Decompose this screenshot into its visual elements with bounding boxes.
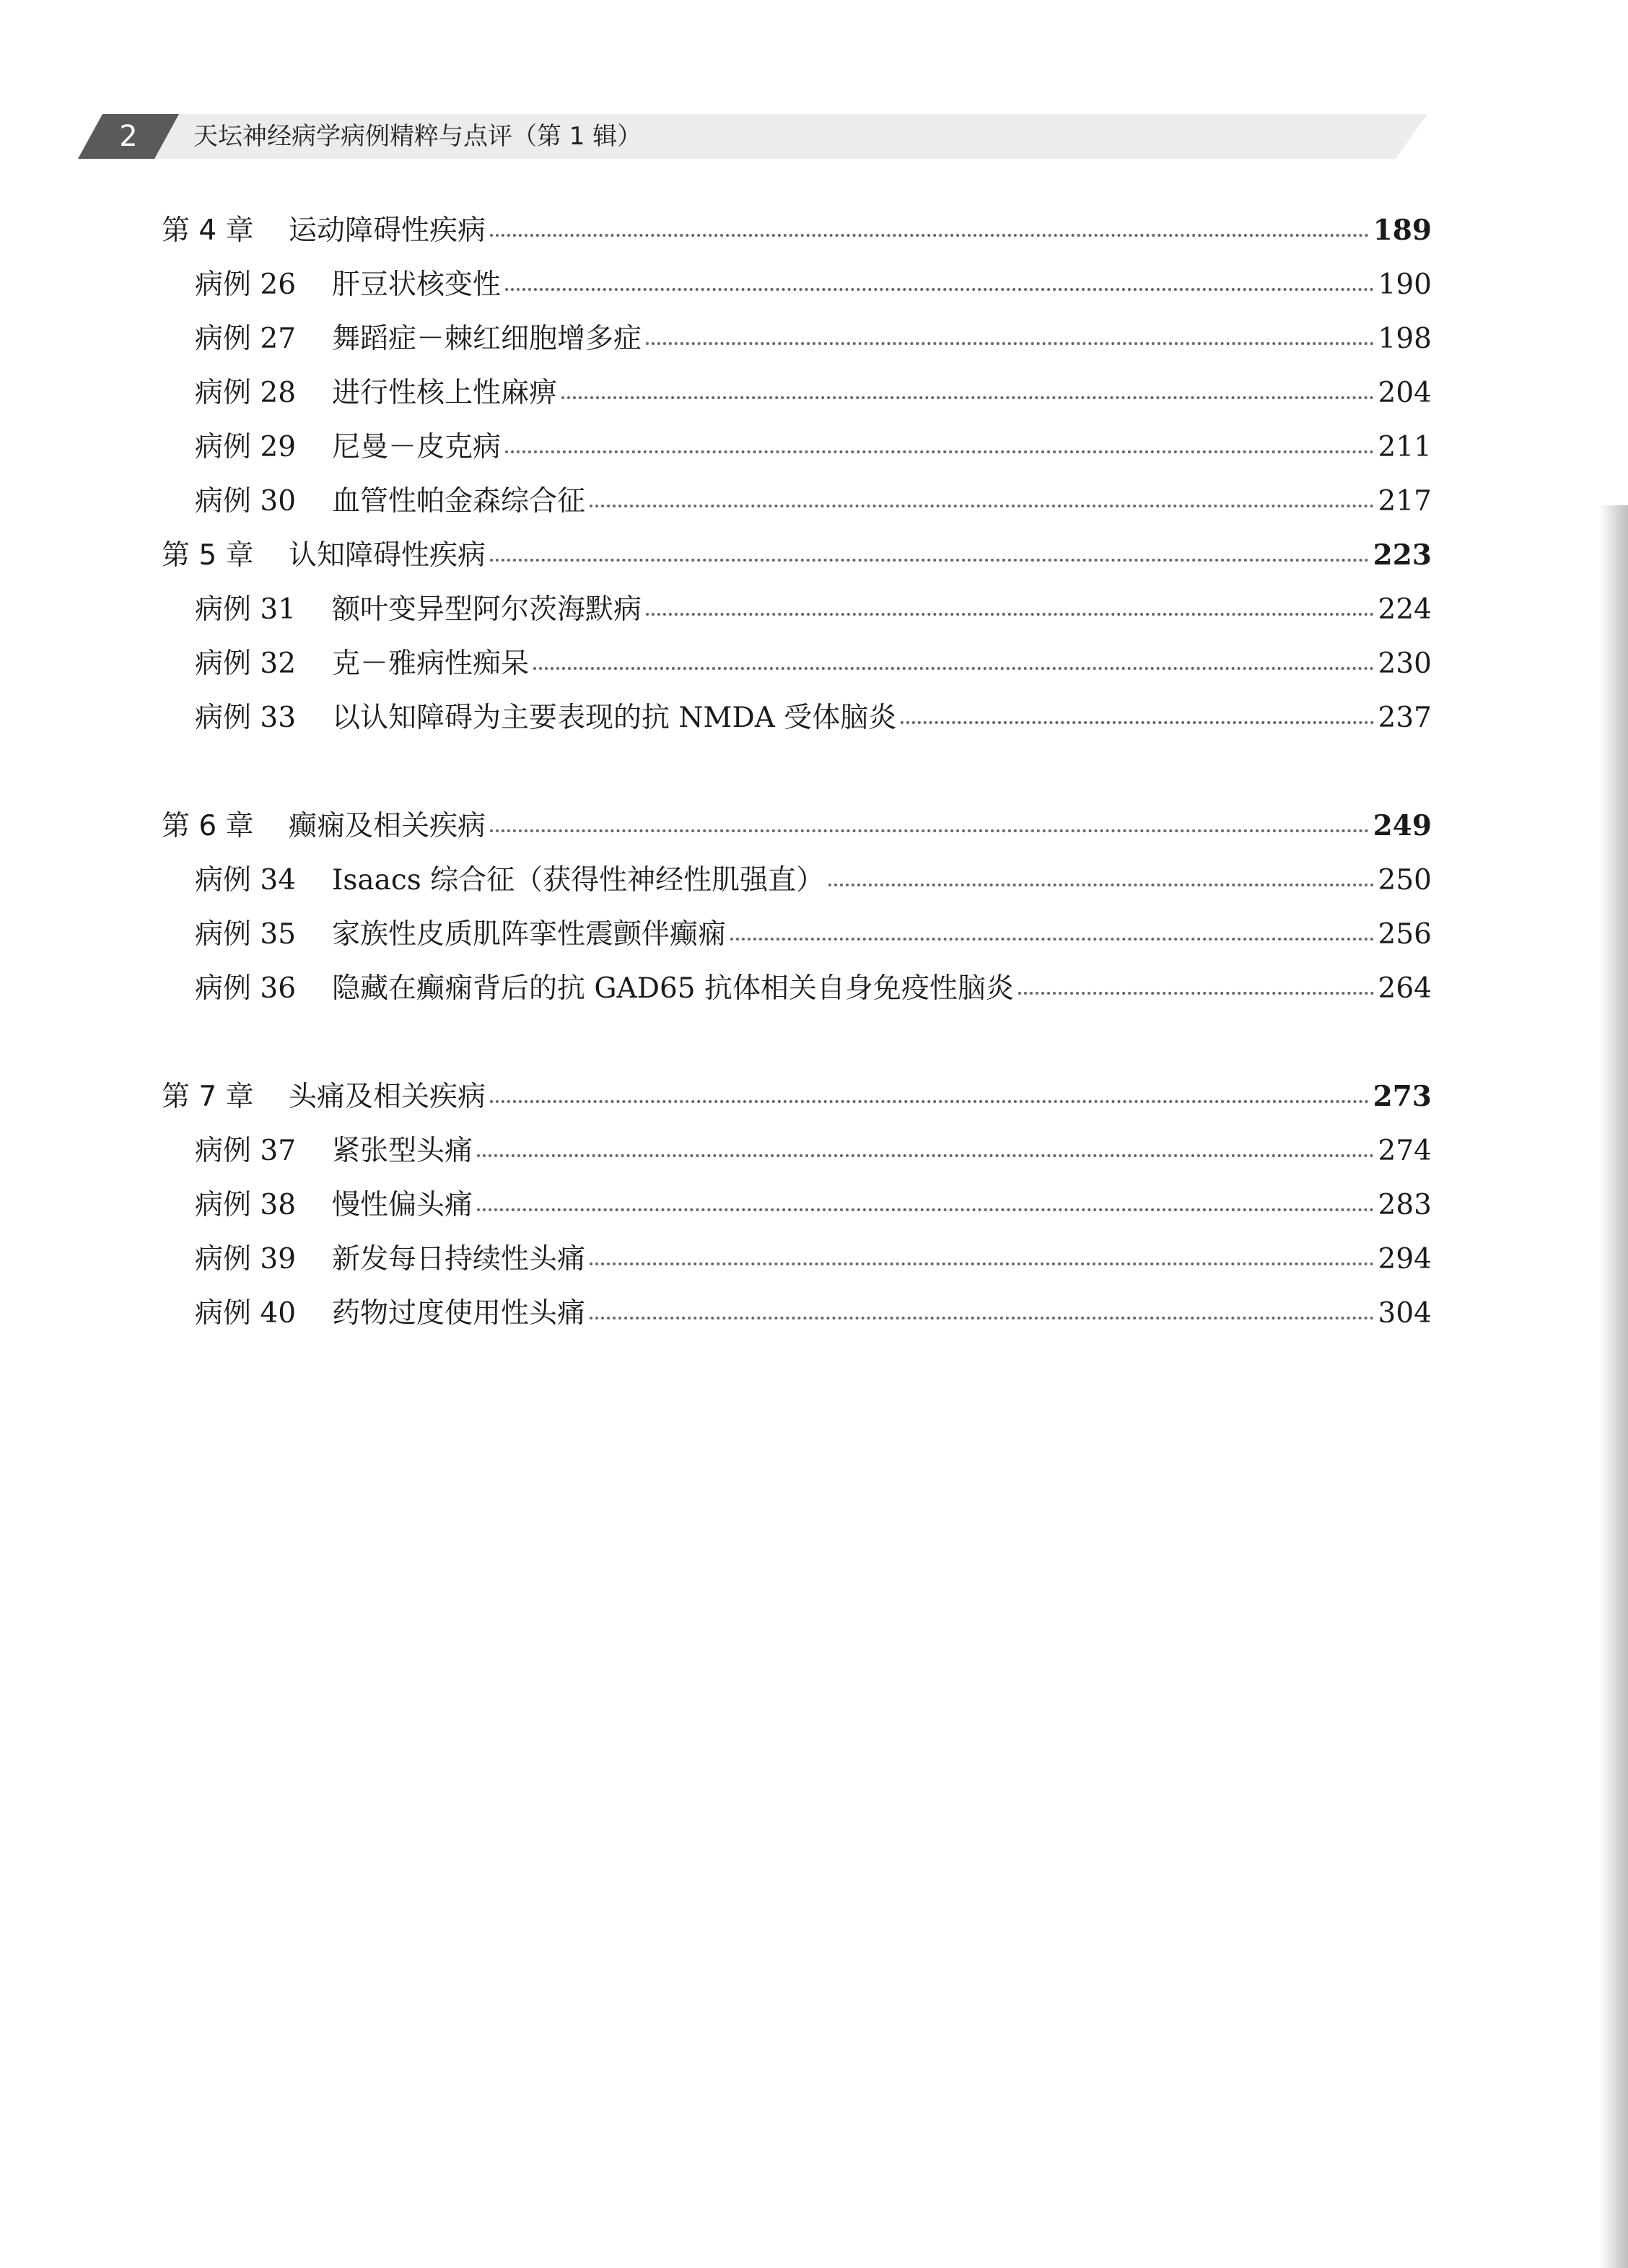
toc-entry-title: 头痛及相关疾病 bbox=[289, 1081, 486, 1113]
leader-dots bbox=[505, 450, 1374, 453]
toc-entry-page: 237 bbox=[1378, 702, 1432, 734]
toc-case-row[interactable] bbox=[162, 420, 1432, 474]
toc-case-row[interactable] bbox=[162, 853, 1432, 907]
leader-dots bbox=[477, 1208, 1374, 1211]
leader-dots bbox=[490, 234, 1369, 237]
toc-chapter-row[interactable] bbox=[162, 1070, 1432, 1124]
toc-entry-page: 294 bbox=[1378, 1243, 1432, 1275]
toc-entry-prefix: 病例 38 bbox=[195, 1189, 297, 1221]
leader-dots bbox=[730, 938, 1374, 941]
leader-dots bbox=[590, 1262, 1374, 1265]
leader-dots bbox=[505, 288, 1374, 291]
toc-entry-prefix: 第 7 章 bbox=[162, 1081, 254, 1113]
leader-dots bbox=[490, 559, 1369, 562]
toc-entry-title: 认知障碍性疾病 bbox=[289, 539, 486, 572]
toc-case-row[interactable] bbox=[162, 1124, 1432, 1178]
toc-case-row[interactable] bbox=[162, 691, 1432, 745]
toc-case-row[interactable] bbox=[162, 1232, 1432, 1286]
toc-entry-title: 肝豆状核变性 bbox=[332, 269, 502, 301]
toc-entry-title: 运动障碍性疾病 bbox=[289, 214, 486, 247]
toc-entry-title: 药物过度使用性头痛 bbox=[332, 1297, 586, 1330]
toc-entry-page: 224 bbox=[1378, 593, 1432, 626]
toc-entry-prefix: 病例 31 bbox=[195, 593, 297, 626]
toc-chapter-row[interactable] bbox=[162, 799, 1432, 853]
toc-entry-title: 进行性核上性麻痹 bbox=[332, 377, 558, 409]
leader-dots bbox=[477, 1154, 1374, 1157]
toc-entry-title: 癫痫及相关疾病 bbox=[289, 810, 486, 842]
toc-entry-prefix: 病例 34 bbox=[195, 864, 297, 897]
toc-case-row[interactable] bbox=[162, 366, 1432, 420]
toc-entry-page: 274 bbox=[1378, 1135, 1432, 1167]
toc-entry-title: 血管性帕金森综合征 bbox=[332, 485, 586, 518]
toc-chapter-row[interactable] bbox=[162, 528, 1432, 583]
toc-entry-prefix: 病例 40 bbox=[195, 1297, 297, 1330]
toc-chapter-row[interactable] bbox=[162, 204, 1432, 258]
toc-entry-title: 额叶变异型阿尔茨海默病 bbox=[332, 593, 642, 626]
toc-entry-page: 190 bbox=[1378, 269, 1432, 301]
toc-case-row[interactable] bbox=[162, 312, 1432, 366]
toc-case-row[interactable] bbox=[162, 583, 1432, 637]
page-edge-shadow bbox=[1599, 505, 1628, 2268]
toc-entry-prefix: 病例 37 bbox=[195, 1135, 297, 1167]
toc-entry-title: Isaacs 综合征（获得性神经性肌强直） bbox=[332, 864, 825, 897]
toc-entry-prefix: 病例 29 bbox=[195, 431, 297, 463]
toc-entry-page: 223 bbox=[1373, 538, 1432, 572]
toc-entry-title: 隐藏在癫痫背后的抗 GAD65 抗体相关自身免疫性脑炎 bbox=[332, 972, 1015, 1005]
toc-entry-page: 256 bbox=[1378, 918, 1432, 951]
toc-entry-title: 慢性偏头痛 bbox=[332, 1189, 473, 1221]
toc-case-row[interactable] bbox=[162, 961, 1432, 1016]
leader-dots bbox=[901, 721, 1373, 724]
leader-dots bbox=[490, 1100, 1369, 1103]
toc-entry-prefix: 第 5 章 bbox=[162, 539, 254, 572]
toc-entry-prefix: 病例 39 bbox=[195, 1243, 297, 1275]
toc-entry-prefix: 病例 30 bbox=[195, 485, 297, 518]
toc-entry-title: 克－雅病性痴呆 bbox=[332, 647, 530, 680]
toc-entry-prefix: 第 6 章 bbox=[162, 810, 254, 842]
leader-dots bbox=[561, 396, 1374, 399]
toc-entry-page: 273 bbox=[1373, 1080, 1432, 1113]
book-title: 天坛神经病学病例精粹与点评（第 1 辑） bbox=[193, 122, 642, 151]
toc-entry-title: 家族性皮质肌阵挛性震颤伴癫痫 bbox=[332, 918, 727, 951]
leader-dots bbox=[1018, 992, 1374, 995]
running-header bbox=[78, 114, 1427, 159]
toc-case-row[interactable] bbox=[162, 258, 1432, 312]
leader-dots bbox=[646, 342, 1374, 345]
toc-case-row[interactable] bbox=[162, 1178, 1432, 1232]
toc-entry-page: 204 bbox=[1378, 377, 1432, 409]
toc-entry-page: 304 bbox=[1378, 1297, 1432, 1330]
toc-entry-prefix: 病例 36 bbox=[195, 972, 297, 1005]
toc-entry-title: 尼曼－皮克病 bbox=[332, 431, 502, 463]
toc-entry-page: 250 bbox=[1378, 864, 1432, 897]
toc-entry-title: 新发每日持续性头痛 bbox=[332, 1243, 586, 1275]
toc-case-row[interactable] bbox=[162, 637, 1432, 691]
leader-dots bbox=[490, 829, 1369, 832]
leader-dots bbox=[646, 613, 1374, 616]
leader-dots bbox=[828, 884, 1373, 886]
leader-dots bbox=[590, 1317, 1374, 1320]
toc-entry-prefix: 病例 28 bbox=[195, 377, 297, 409]
toc-entry-page: 264 bbox=[1378, 972, 1432, 1005]
toc-entry-prefix: 病例 33 bbox=[195, 702, 297, 734]
toc-entry-prefix: 病例 27 bbox=[195, 323, 297, 355]
toc-entry-page: 230 bbox=[1378, 647, 1432, 680]
toc-case-row[interactable] bbox=[162, 1286, 1432, 1340]
toc-entry-title: 紧张型头痛 bbox=[332, 1135, 473, 1167]
toc-entry-title: 舞蹈症－棘红细胞增多症 bbox=[332, 323, 642, 355]
toc-entry-page: 211 bbox=[1378, 431, 1432, 463]
toc-entry-page: 283 bbox=[1378, 1189, 1432, 1221]
toc-case-row[interactable] bbox=[162, 474, 1432, 528]
toc-entry-page: 189 bbox=[1373, 214, 1432, 247]
table-of-contents bbox=[162, 204, 1432, 1340]
toc-case-row[interactable] bbox=[162, 907, 1432, 961]
toc-entry-page: 198 bbox=[1378, 323, 1432, 355]
toc-entry-prefix: 病例 35 bbox=[195, 918, 297, 951]
page-number: 2 bbox=[119, 120, 138, 153]
leader-dots bbox=[533, 667, 1374, 670]
toc-entry-page: 249 bbox=[1373, 809, 1432, 842]
toc-entry-title: 以认知障碍为主要表现的抗 NMDA 受体脑炎 bbox=[332, 702, 897, 734]
toc-entry-page: 217 bbox=[1378, 485, 1432, 518]
leader-dots bbox=[590, 505, 1374, 507]
toc-entry-prefix: 病例 26 bbox=[195, 269, 297, 301]
toc-entry-prefix: 第 4 章 bbox=[162, 214, 254, 247]
toc-entry-prefix: 病例 32 bbox=[195, 647, 297, 680]
